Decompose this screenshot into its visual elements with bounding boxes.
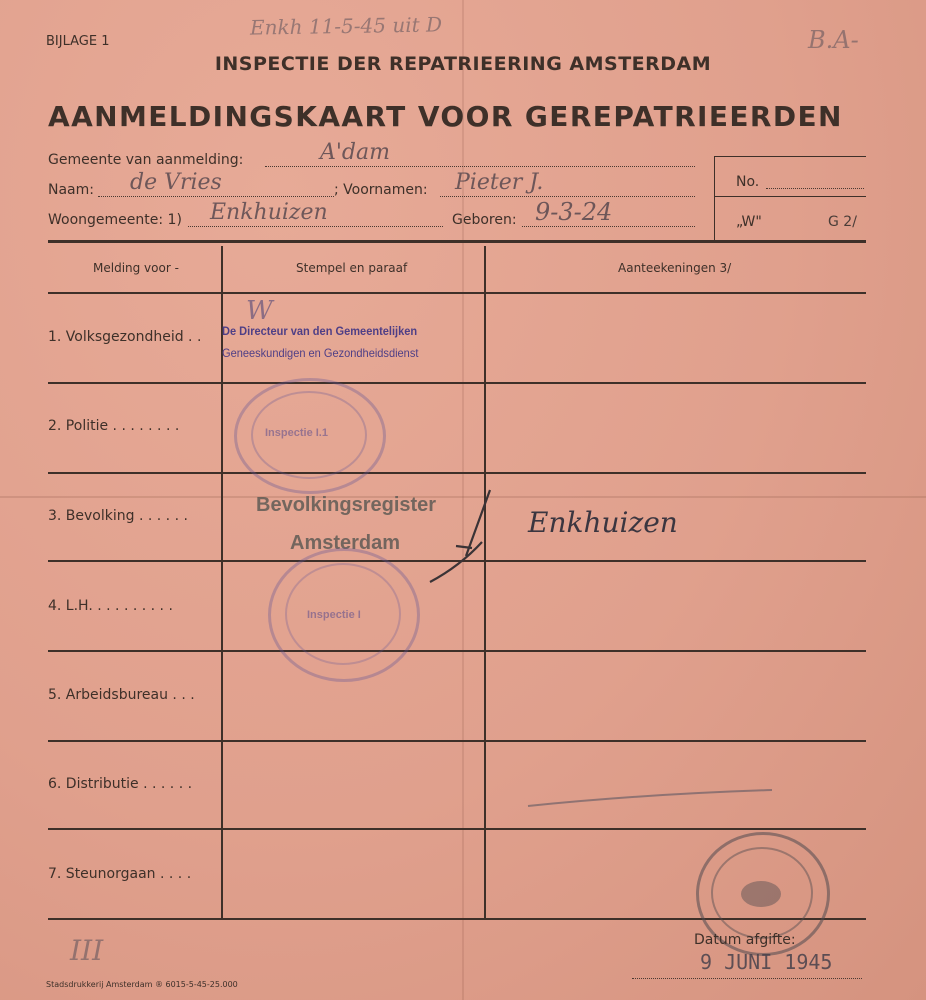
organisation-heading: INSPECTIE DER REPATRIEERING AMSTERDAM — [214, 53, 712, 75]
bevolking-stamp-line1: Bevolkingsregister — [256, 494, 437, 516]
naam-label: Naam: — [48, 182, 94, 198]
gemeente-line — [265, 166, 695, 167]
header-divider — [48, 240, 866, 243]
volksgezondheid-initials: W — [246, 296, 273, 326]
bevolking-paraaf-mark — [420, 486, 500, 590]
column-header-aanteekeningen: Aanteekeningen 3/ — [618, 261, 732, 275]
box-mid — [714, 196, 866, 197]
geboren-label: Geboren: — [452, 212, 517, 228]
volksgezondheid-stamp-line2: Geneeskundigen en Gezondheidsdienst — [222, 346, 419, 360]
voornamen-line — [440, 196, 695, 197]
steunorgaan-stamp-blot — [741, 881, 781, 907]
annex-label: BIJLAGE 1 — [46, 34, 110, 49]
woongemeente-label: Woongemeente: 1) — [48, 212, 182, 228]
politie-stamp-text: Inspectie I.1 — [265, 427, 328, 439]
bevolking-note: Enkhuizen — [528, 506, 678, 539]
datum-line — [632, 978, 862, 979]
no-line — [766, 188, 864, 189]
datum-value: 9 JUNI 1945 — [700, 950, 833, 974]
table-row-rule — [48, 828, 866, 830]
column-header-stempel: Stempel en paraaf — [296, 261, 408, 275]
row-label-politie: 2. Politie . . . . . . . . — [48, 418, 180, 434]
top-pencil-note: Enkh 11-5-45 uit D — [249, 12, 443, 40]
voornamen-value: Pieter J. — [455, 170, 544, 195]
politie-round-stamp — [234, 378, 386, 494]
lh-round-stamp — [268, 548, 420, 682]
distributie-pencil-stroke — [526, 786, 776, 810]
column-header-melding: Melding voor - — [93, 261, 179, 275]
no-label: No. — [736, 174, 760, 190]
gemeente-label: Gemeente van aanmelding: — [48, 152, 244, 168]
table-row-rule — [48, 382, 866, 384]
table-row-rule — [48, 650, 866, 652]
card-title: AANMELDINGSKAART VOOR GEREPATRIEERDEN — [48, 100, 843, 133]
row-label-steunorgaan: 7. Steunorgaan . . . . — [48, 866, 192, 882]
table-header-rule — [48, 292, 866, 294]
box-top — [714, 156, 866, 157]
geboren-line — [522, 226, 695, 227]
w-value: G 2/ — [828, 214, 857, 230]
row-label-arbeidsbureau: 5. Arbeidsbureau . . . — [48, 687, 195, 703]
row-label-lh: 4. L.H. . . . . . . . . . — [48, 598, 173, 614]
bevolking-stamp-line2: Amsterdam — [290, 532, 401, 554]
geboren-value: 9-3-24 — [535, 198, 613, 226]
volksgezondheid-stamp-line1: De Directeur van den Gemeentelijken — [222, 324, 418, 338]
top-right-note: B.A- — [808, 26, 859, 54]
lh-stamp-text: Inspectie I — [307, 609, 361, 621]
woongemeente-value: Enkhuizen — [210, 200, 328, 225]
naam-value: de Vries — [130, 170, 222, 195]
voornamen-label: ; Voornamen: — [334, 182, 428, 198]
gemeente-value: A'dam — [320, 140, 390, 165]
box-left — [714, 156, 715, 242]
printer-imprint: Stadsdrukkerij Amsterdam ® 6015-5-45-25.000 — [46, 980, 238, 989]
datum-label: Datum afgifte: — [694, 932, 796, 948]
row-label-volksgezondheid: 1. Volksgezondheid . . — [48, 329, 202, 345]
row-label-bevolking: 3. Bevolking . . . . . . — [48, 508, 188, 524]
bottom-left-note: III — [70, 934, 104, 967]
table-row-rule — [48, 740, 866, 742]
naam-line — [98, 196, 334, 197]
woongemeente-line — [188, 226, 443, 227]
w-label: „W" — [736, 214, 762, 230]
row-label-distributie: 6. Distributie . . . . . . — [48, 776, 193, 792]
table-row-rule — [48, 472, 866, 474]
